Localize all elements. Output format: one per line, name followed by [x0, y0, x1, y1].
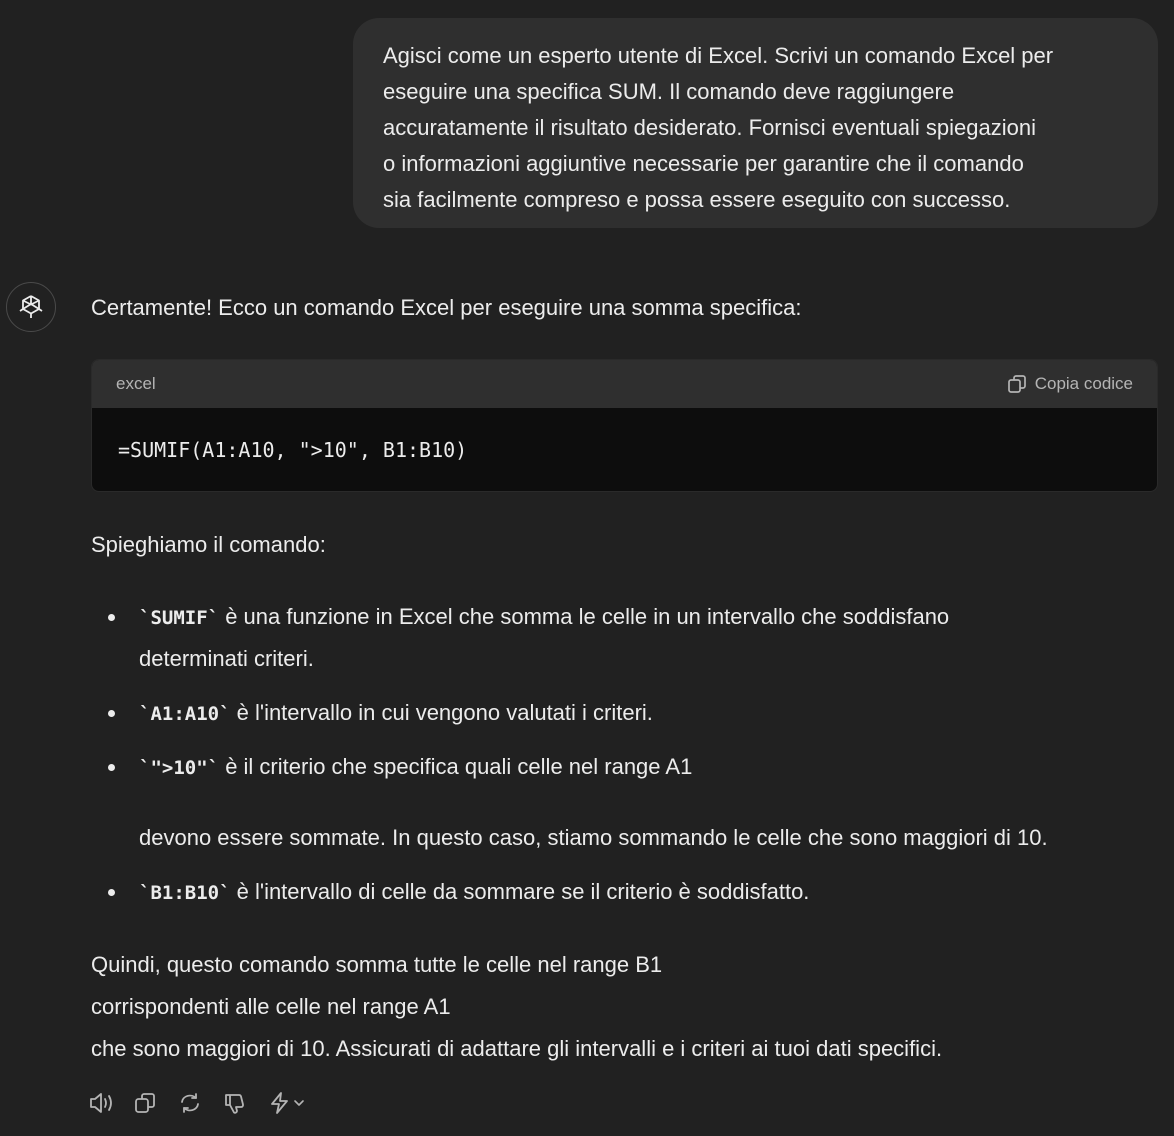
regenerate-icon	[178, 1091, 202, 1115]
copy-code-label: Copia codice	[1034, 374, 1133, 393]
openai-logo-icon	[17, 293, 45, 321]
list-item-text: è l'intervallo in cui vengono valutati i criteri.	[230, 700, 653, 725]
user-message-line: accuratamente il risultato desiderato. Fornisci eventuali spiegazioni	[383, 115, 1037, 140]
copy-icon	[133, 1091, 157, 1115]
inline-code: `">10"`	[139, 757, 220, 779]
conclusion-line: corrispondenti alle celle nel range A1	[91, 994, 451, 1019]
inline-code: `B1:B10`	[139, 882, 231, 904]
code-language-label: excel	[116, 374, 156, 393]
list-item-continuation: devono essere sommate. In questo caso, stiamo sommando le celle che sono maggiori di 10.	[139, 825, 1048, 850]
thumbs-down-button[interactable]	[223, 1088, 268, 1118]
list-item-text: è una funzione in Excel che somma le celle in un intervallo che soddisfano	[219, 604, 950, 629]
user-message-line: Agisci come un esperto utente di Excel. Scrivi un comando Excel per	[383, 43, 1054, 68]
bullet-dot	[108, 614, 115, 621]
user-message-line: eseguire una specifica SUM. Il comando deve raggiungere	[383, 79, 955, 104]
copy-icon	[1007, 374, 1027, 394]
user-message-bubble	[353, 18, 1158, 228]
list-item-text: è il criterio che specifica quali celle nel range A1	[219, 754, 693, 779]
bullet-dot	[108, 710, 115, 717]
conclusion-line: Quindi, questo comando somma tutte le celle nel range B1	[91, 952, 663, 977]
thumbs-down-icon	[223, 1091, 247, 1115]
user-message-line: sia facilmente compreso e possa essere eseguito con successo.	[383, 187, 1011, 212]
list-item	[139, 746, 692, 789]
list-item-text: è l'intervallo di celle da sommare se il criterio è soddisfatto.	[230, 879, 810, 904]
code-content	[92, 408, 1157, 492]
list-item	[139, 596, 949, 639]
copy-code-button[interactable]	[1007, 374, 1133, 394]
code-text: =SUMIF(A1:A10, ">10", B1:B10)	[118, 438, 468, 462]
explain-heading: Spieghiamo il comando:	[91, 532, 326, 557]
user-message-line: o informazioni aggiuntive necessarie per garantire che il comando	[383, 151, 1024, 176]
bullet-dot	[108, 889, 115, 896]
list-item	[139, 692, 653, 735]
inline-code: `A1:A10`	[139, 703, 231, 725]
copy-button[interactable]	[133, 1088, 178, 1118]
list-item-continuation: determinati criteri.	[139, 646, 314, 671]
assistant-intro: Certamente! Ecco un comando Excel per eseguire una somma specifica:	[91, 295, 802, 320]
read-aloud-icon	[88, 1091, 116, 1115]
bullet-dot	[108, 764, 115, 771]
message-actions	[88, 1088, 318, 1118]
code-block-header	[92, 360, 1157, 408]
list-item	[139, 871, 809, 914]
model-switch-icon	[268, 1091, 308, 1115]
conclusion-line: che sono maggiori di 10. Assicurati di adattare gli intervalli e i criteri ai tuoi dati specifici.	[91, 1036, 943, 1061]
regenerate-button[interactable]	[178, 1088, 223, 1118]
assistant-avatar	[6, 282, 56, 332]
inline-code: `SUMIF`	[139, 607, 220, 629]
code-block	[91, 359, 1158, 492]
read-aloud-button[interactable]	[88, 1088, 133, 1118]
model-switch-button[interactable]	[268, 1088, 318, 1118]
